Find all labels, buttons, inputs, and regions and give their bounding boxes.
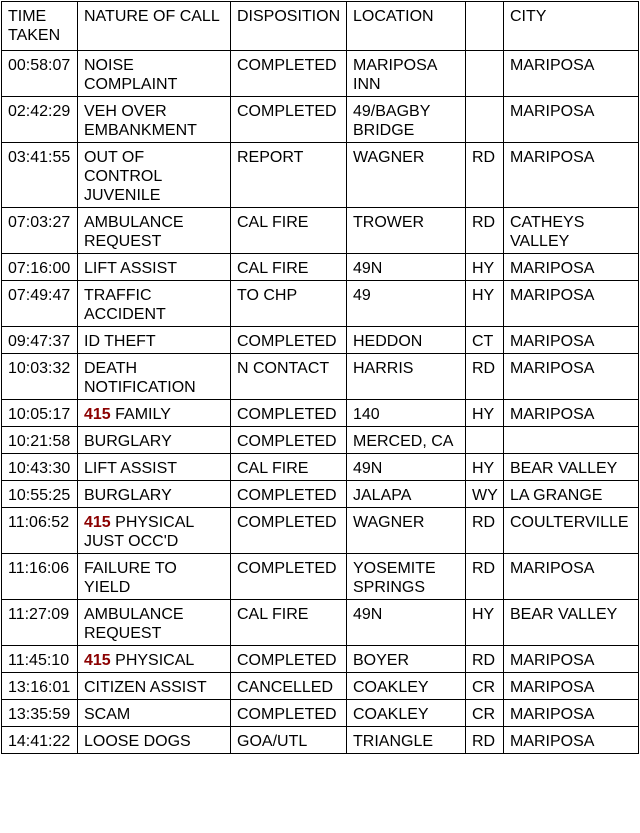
table-row	[2, 400, 639, 427]
time-taken-cell: 00:58:07	[2, 51, 78, 97]
city-line: VALLEY	[510, 233, 570, 250]
nature-line: AMBULANCE	[84, 606, 184, 623]
time-taken-cell: 03:41:55	[2, 143, 78, 208]
city-line: MARIPOSA	[510, 652, 595, 669]
location-line: 49	[353, 287, 371, 304]
table-row	[2, 254, 639, 281]
nature-line: COMPLAINT	[84, 76, 178, 93]
location-line: JALAPA	[353, 487, 412, 504]
table-row	[2, 646, 639, 673]
nature-line: SCAM	[84, 706, 131, 723]
nature-line: NOISE	[84, 57, 134, 74]
location-cell	[347, 143, 466, 208]
nature-of-call-cell	[78, 281, 231, 327]
disposition-cell: COMPLETED	[231, 97, 347, 143]
location-line: MERCED, CA	[353, 433, 454, 450]
nature-line: AMBULANCE	[84, 214, 184, 231]
city-line: MARIPOSA	[510, 706, 595, 723]
city-cell	[504, 281, 639, 327]
location-cell	[347, 554, 466, 600]
city-line: MARIPOSA	[510, 57, 595, 74]
nature-line: REQUEST	[84, 233, 162, 250]
nature-of-call-cell	[78, 700, 231, 727]
location-line: 49N	[353, 460, 383, 477]
location-line: TRIANGLE	[353, 733, 434, 750]
header-suffix	[466, 2, 504, 51]
street-suffix-cell: CR	[466, 673, 504, 700]
table-row	[2, 97, 639, 143]
location-line: 49N	[353, 260, 383, 277]
location-cell	[347, 600, 466, 646]
location-line: COAKLEY	[353, 679, 429, 696]
nature-of-call-cell	[78, 51, 231, 97]
nature-line: LOOSE DOGS	[84, 733, 191, 750]
table-row	[2, 281, 639, 327]
location-cell	[347, 727, 466, 754]
location-cell	[347, 97, 466, 143]
disposition-cell: CAL FIRE	[231, 454, 347, 481]
header-time-taken	[2, 2, 78, 51]
time-taken-cell: 11:27:09	[2, 600, 78, 646]
city-line: MARIPOSA	[510, 103, 595, 120]
city-cell	[504, 354, 639, 400]
street-suffix-cell: HY	[466, 254, 504, 281]
city-line: MARIPOSA	[510, 149, 595, 166]
location-line: WAGNER	[353, 149, 425, 166]
table-row	[2, 700, 639, 727]
nature-line: CONTROL	[84, 168, 163, 185]
nature-line: JUVENILE	[84, 187, 161, 204]
disposition-cell: CAL FIRE	[231, 208, 347, 254]
disposition-cell: COMPLETED	[231, 481, 347, 508]
street-suffix-cell: WY	[466, 481, 504, 508]
nature-of-call-cell	[78, 208, 231, 254]
street-suffix-cell: CT	[466, 327, 504, 354]
location-cell	[347, 51, 466, 97]
disposition-cell: COMPLETED	[231, 646, 347, 673]
city-cell	[504, 600, 639, 646]
street-suffix-cell: HY	[466, 281, 504, 327]
city-line: MARIPOSA	[510, 260, 595, 277]
location-line: 49N	[353, 606, 383, 623]
city-cell	[504, 673, 639, 700]
disposition-cell: GOA/UTL	[231, 727, 347, 754]
table-row	[2, 554, 639, 600]
city-line: COULTERVILLE	[510, 514, 629, 531]
time-taken-cell: 07:03:27	[2, 208, 78, 254]
nature-line: JUST OCC'D	[84, 533, 179, 550]
city-line: CATHEYS	[510, 214, 585, 231]
disposition-cell: COMPLETED	[231, 554, 347, 600]
location-cell	[347, 454, 466, 481]
location-line: COAKLEY	[353, 706, 429, 723]
city-cell	[504, 143, 639, 208]
penal-code: 415	[84, 652, 111, 669]
nature-line: ID THEFT	[84, 333, 156, 350]
call-log-body	[2, 2, 639, 754]
nature-line: LIFT ASSIST	[84, 460, 178, 477]
street-suffix-cell: HY	[466, 400, 504, 427]
location-line: HARRIS	[353, 360, 414, 377]
disposition-cell: COMPLETED	[231, 427, 347, 454]
city-line: MARIPOSA	[510, 287, 595, 304]
table-row	[2, 354, 639, 400]
city-cell	[504, 327, 639, 354]
street-suffix-cell	[466, 427, 504, 454]
nature-of-call-cell	[78, 600, 231, 646]
city-cell	[504, 208, 639, 254]
table-row	[2, 208, 639, 254]
disposition-cell: N CONTACT	[231, 354, 347, 400]
street-suffix-cell: RD	[466, 143, 504, 208]
time-taken-cell: 10:03:32	[2, 354, 78, 400]
city-cell	[504, 646, 639, 673]
disposition-cell: CANCELLED	[231, 673, 347, 700]
location-line: WAGNER	[353, 514, 425, 531]
location-cell	[347, 254, 466, 281]
location-cell	[347, 481, 466, 508]
penal-code: 415	[84, 406, 111, 423]
nature-line: OUT OF	[84, 149, 145, 166]
location-line: HEDDON	[353, 333, 423, 350]
time-taken-cell: 02:42:29	[2, 97, 78, 143]
location-line: MARIPOSA	[353, 57, 438, 74]
location-cell	[347, 354, 466, 400]
call-log-table	[1, 1, 639, 754]
nature-line: CITIZEN ASSIST	[84, 679, 207, 696]
nature-of-call-cell	[78, 454, 231, 481]
location-line: BOYER	[353, 652, 410, 669]
nature-line: REQUEST	[84, 625, 162, 642]
table-row	[2, 427, 639, 454]
penal-code: 415	[84, 514, 111, 531]
nature-of-call-cell	[78, 673, 231, 700]
time-taken-cell: 07:16:00	[2, 254, 78, 281]
location-cell	[347, 646, 466, 673]
location-cell	[347, 400, 466, 427]
city-line: MARIPOSA	[510, 406, 595, 423]
time-taken-cell: 11:06:52	[2, 508, 78, 554]
time-taken-cell: 13:35:59	[2, 700, 78, 727]
street-suffix-cell: RD	[466, 208, 504, 254]
nature-of-call-cell	[78, 481, 231, 508]
city-cell	[504, 400, 639, 427]
disposition-cell: COMPLETED	[231, 51, 347, 97]
header-city: CITY	[504, 2, 639, 51]
nature-line: PHYSICAL	[110, 652, 195, 669]
location-cell	[347, 208, 466, 254]
nature-line: EMBANKMENT	[84, 122, 197, 139]
city-cell	[504, 51, 639, 97]
location-cell	[347, 508, 466, 554]
location-cell	[347, 700, 466, 727]
location-cell	[347, 673, 466, 700]
nature-line: PHYSICAL	[110, 514, 195, 531]
street-suffix-cell: RD	[466, 508, 504, 554]
nature-of-call-cell	[78, 97, 231, 143]
nature-line: TRAFFIC	[84, 287, 152, 304]
city-cell	[504, 427, 639, 454]
location-line: INN	[353, 76, 381, 93]
nature-line: YIELD	[84, 579, 131, 596]
time-taken-cell: 09:47:37	[2, 327, 78, 354]
table-row	[2, 51, 639, 97]
disposition-cell: TO CHP	[231, 281, 347, 327]
nature-line: BURGLARY	[84, 433, 172, 450]
city-line: LA GRANGE	[510, 487, 603, 504]
location-line: SPRINGS	[353, 579, 426, 596]
city-cell	[504, 700, 639, 727]
location-cell	[347, 327, 466, 354]
street-suffix-cell: RD	[466, 727, 504, 754]
nature-of-call-cell	[78, 400, 231, 427]
header-row	[2, 2, 639, 51]
nature-line: FAILURE TO	[84, 560, 177, 577]
table-row	[2, 508, 639, 554]
location-cell	[347, 281, 466, 327]
time-taken-cell: 10:43:30	[2, 454, 78, 481]
table-row	[2, 673, 639, 700]
location-line: YOSEMITE	[353, 560, 436, 577]
city-cell	[504, 254, 639, 281]
location-cell	[347, 427, 466, 454]
table-row	[2, 727, 639, 754]
city-cell	[504, 454, 639, 481]
city-cell	[504, 481, 639, 508]
nature-of-call-cell	[78, 327, 231, 354]
disposition-cell: COMPLETED	[231, 700, 347, 727]
nature-of-call-cell	[78, 354, 231, 400]
nature-of-call-cell	[78, 254, 231, 281]
city-line: MARIPOSA	[510, 679, 595, 696]
street-suffix-cell	[466, 97, 504, 143]
street-suffix-cell	[466, 51, 504, 97]
nature-line: LIFT ASSIST	[84, 260, 178, 277]
disposition-cell: COMPLETED	[231, 400, 347, 427]
city-cell	[504, 508, 639, 554]
street-suffix-cell: RD	[466, 354, 504, 400]
nature-line: DEATH	[84, 360, 138, 377]
nature-line: VEH OVER	[84, 103, 167, 120]
table-row	[2, 143, 639, 208]
city-line: MARIPOSA	[510, 360, 595, 377]
time-taken-cell: 13:16:01	[2, 673, 78, 700]
location-line: 49/BAGBY	[353, 103, 431, 120]
time-taken-cell: 10:55:25	[2, 481, 78, 508]
time-taken-cell: 11:16:06	[2, 554, 78, 600]
street-suffix-cell: RD	[466, 554, 504, 600]
street-suffix-cell: RD	[466, 646, 504, 673]
nature-of-call-cell	[78, 554, 231, 600]
city-cell	[504, 554, 639, 600]
nature-line: NOTIFICATION	[84, 379, 196, 396]
header-nature-of-call: NATURE OF CALL	[78, 2, 231, 51]
nature-of-call-cell	[78, 143, 231, 208]
city-line: MARIPOSA	[510, 333, 595, 350]
time-taken-cell: 07:49:47	[2, 281, 78, 327]
street-suffix-cell: CR	[466, 700, 504, 727]
location-line: 140	[353, 406, 380, 423]
disposition-cell: CAL FIRE	[231, 600, 347, 646]
disposition-cell: REPORT	[231, 143, 347, 208]
time-taken-cell: 11:45:10	[2, 646, 78, 673]
city-cell	[504, 727, 639, 754]
disposition-cell: CAL FIRE	[231, 254, 347, 281]
street-suffix-cell: HY	[466, 454, 504, 481]
location-line: TROWER	[353, 214, 425, 231]
table-row	[2, 600, 639, 646]
disposition-cell: COMPLETED	[231, 327, 347, 354]
street-suffix-cell: HY	[466, 600, 504, 646]
header-time-line2: TAKEN	[8, 27, 61, 44]
table-row	[2, 454, 639, 481]
nature-line: BURGLARY	[84, 487, 172, 504]
nature-line: FAMILY	[110, 406, 171, 423]
nature-of-call-cell	[78, 427, 231, 454]
location-line: BRIDGE	[353, 122, 415, 139]
table-row	[2, 327, 639, 354]
nature-of-call-cell	[78, 646, 231, 673]
time-taken-cell: 10:05:17	[2, 400, 78, 427]
nature-line: ACCIDENT	[84, 306, 166, 323]
city-cell	[504, 97, 639, 143]
nature-of-call-cell	[78, 508, 231, 554]
header-time-line1: TIME	[8, 8, 47, 25]
header-location: LOCATION	[347, 2, 466, 51]
time-taken-cell: 10:21:58	[2, 427, 78, 454]
city-line: MARIPOSA	[510, 733, 595, 750]
table-row	[2, 481, 639, 508]
disposition-cell: COMPLETED	[231, 508, 347, 554]
city-line: BEAR VALLEY	[510, 606, 618, 623]
city-line: BEAR VALLEY	[510, 460, 618, 477]
city-line: MARIPOSA	[510, 560, 595, 577]
header-disposition: DISPOSITION	[231, 2, 347, 51]
nature-of-call-cell	[78, 727, 231, 754]
time-taken-cell: 14:41:22	[2, 727, 78, 754]
